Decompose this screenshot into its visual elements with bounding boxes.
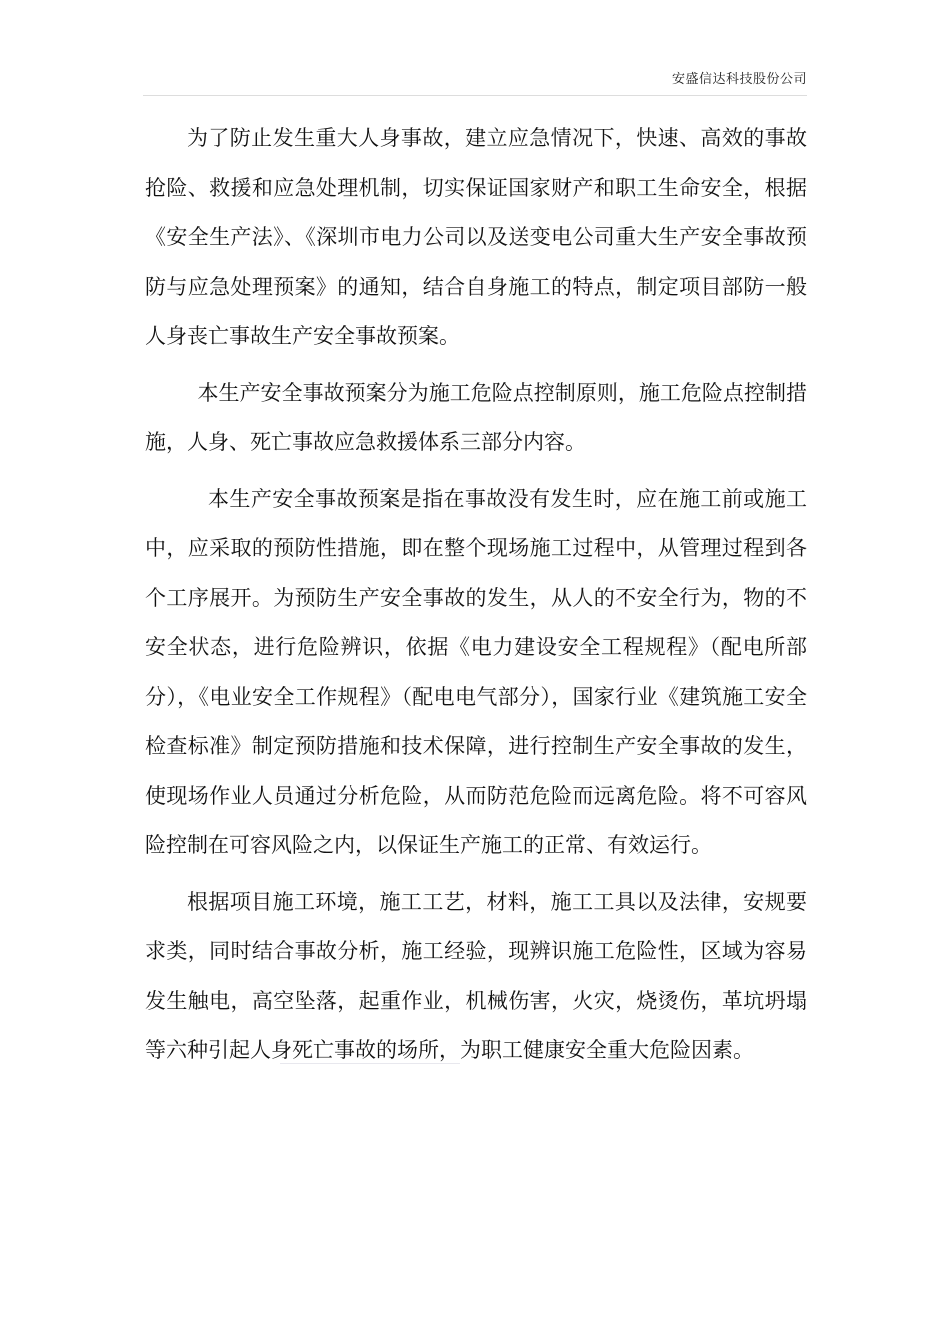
faint-watermark-line [280, 1063, 460, 1064]
header-divider [143, 95, 807, 96]
paragraph-1: 为了防止发生重大人身事故，建立应急情况下，快速、高效的事故抢险、救援和应急处理机制，切实保证国家财产和职工生命安全，根据《安全生产法》、《深圳市电力公司以及送变电公司重大生产安全事故预防与应急处理预案》的通知，结合自身施工的特点，制定项目部防一般人身丧亡事故生产安全事故预案。 [145, 126, 807, 348]
paragraph-2: 本生产安全事故预案分为施工危险点控制原则，施工危险点控制措施，人身、死亡事故应急救援体系三部分内容。 [145, 380, 807, 454]
paragraph-4: 根据项目施工环境，施工工艺，材料，施工工具以及法律，安规要求类，同时结合事故分析，施工经验，现辨识施工危险性，区域为容易发生触电，高空坠落，起重作业，机械伤害，火灾，烧烫伤，革坑坍塌等六种引起人身死亡事故的场所，为职工健康安全重大危险因素。 [145, 889, 807, 1062]
paragraph-3: 本生产安全事故预案是指在事故没有发生时，应在施工前或施工中，应采取的预防性措施，即在整个现场施工过程中，从管理过程到各个工序展开。为预防生产安全事故的发生，从人的不安全行为，物的不安全状态，进行危险辨识，依据《电力建设安全工程规程》（配电所部分），《电业安全工作规程》（配电电气部分），国家行业《建筑施工安全检查标准》制定预防措施和技术保障，进行控制生产安全事故的发生，使现场作业人员通过分析危险，从而防范危险而远离危险。将不可容风险控制在可容风险之内，以保证生产施工的正常、有效运行。 [145, 486, 807, 857]
document-body [145, 114, 807, 1083]
page-header-company: 安盛信达科技股份公司 [671, 72, 807, 87]
